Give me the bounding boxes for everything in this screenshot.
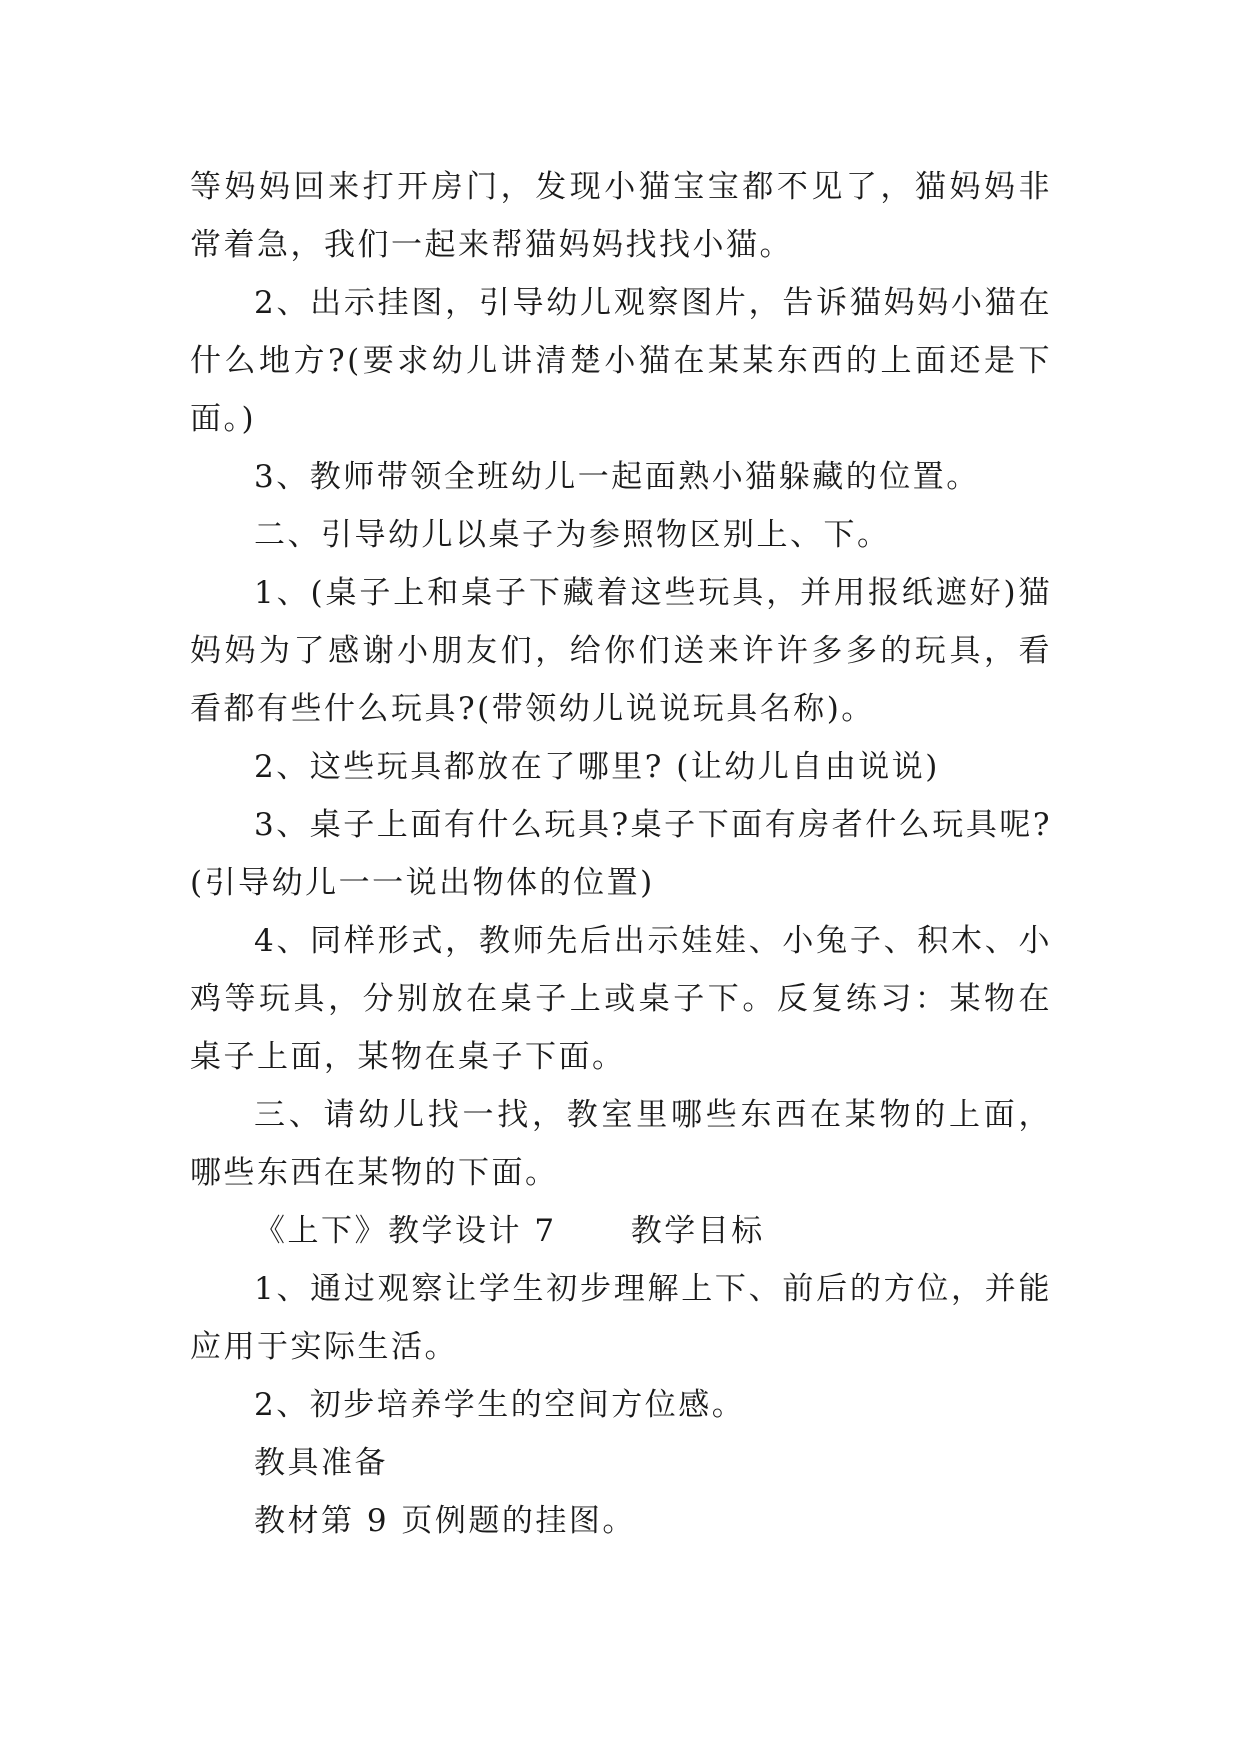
- paragraph: 4、同样形式，教师先后出示娃娃、小兔子、积木、小鸡等玩具，分别放在桌子上或桌子下。反复练习：某物在桌子上面，某物在桌子下面。: [190, 923, 1052, 1075]
- paragraph: 1、通过观察让学生初步理解上下、前后的方位，并能应用于实际生活。: [190, 1271, 1052, 1365]
- paragraph: 3、教师带领全班幼儿一起面熟小猫躲藏的位置。: [254, 459, 980, 495]
- design-title: 《上下》教学设计 7 教学目标: [254, 1213, 765, 1249]
- section-heading: 二、引导幼儿以桌子为参照物区别上、下。: [254, 517, 891, 553]
- section-heading: 三、请幼儿找一找，教室里哪些东西在某物的上面，哪些东西在某物的下面。: [190, 1097, 1052, 1191]
- paragraph: 等妈妈回来打开房门，发现小猫宝宝都不见了，猫妈妈非常着急，我们一起来帮猫妈妈找找小猫。: [190, 169, 1052, 263]
- paragraph: 2、初步培养学生的空间方位感。: [254, 1387, 746, 1423]
- document-body: [190, 158, 1052, 1550]
- paragraph: 3、桌子上面有什么玩具?桌子下面有房者什么玩具呢?(引导幼儿一一说出物体的位置): [190, 807, 1052, 901]
- paragraph: 2、这些玩具都放在了哪里? (让幼儿自由说说): [254, 749, 940, 785]
- paragraph: 2、出示挂图，引导幼儿观察图片，告诉猫妈妈小猫在什么地方?(要求幼儿讲清楚小猫在某某东西的上面还是下面。): [190, 285, 1052, 437]
- paragraph: 1、(桌子上和桌子下藏着这些玩具，并用报纸遮好)猫妈妈为了感谢小朋友们，给你们送来许许多多的玩具，看看都有些什么玩具?(带领幼儿说说玩具名称)。: [190, 575, 1052, 727]
- section-heading: 教具准备: [254, 1445, 388, 1481]
- paragraph: 教材第 9 页例题的挂图。: [254, 1503, 636, 1539]
